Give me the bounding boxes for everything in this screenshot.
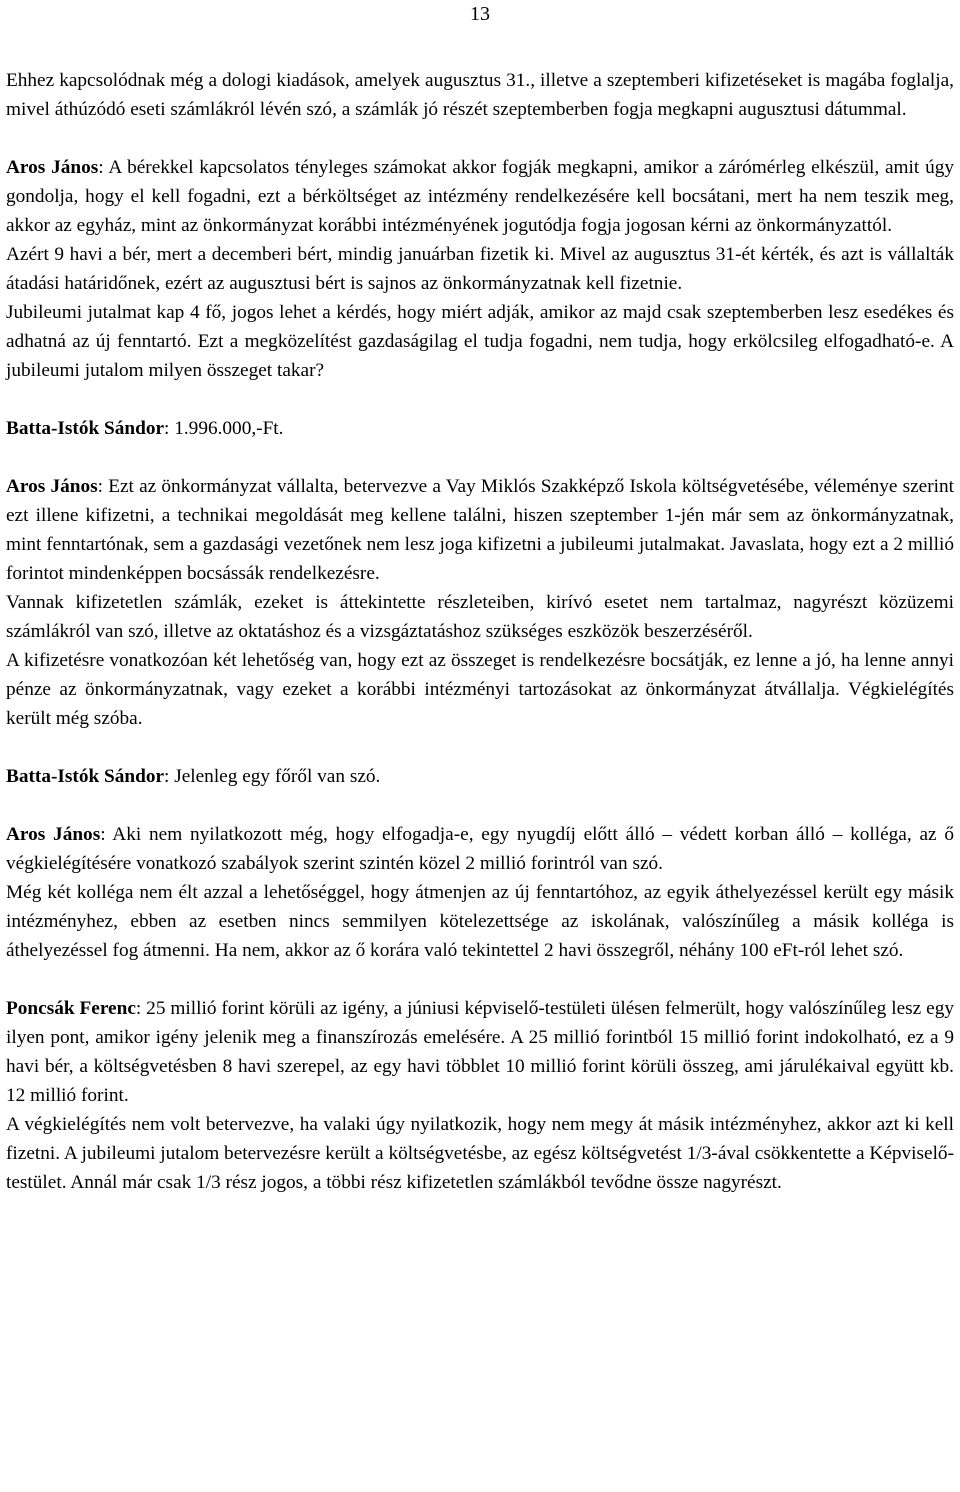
- speaker-paragraph: [6, 994, 954, 1110]
- paragraph-text: Ezt az önkormányzat vállalta, betervezve a Vay Miklós Szakképző Iskola költségvetésébe, véleménye szerint ezt illene kifizetni, a technikai megoldását meg kellene találni, hiszen szeptember 1-jén már sem az önkormányzatnak, mint fenntartónak, sem a gazdasági vezetőnek nem lesz joga kifizetni a jubileumi jutalmakat. Javaslata, hogy ezt a 2 millió forintot mindenképpen bocsássák rendelkezésre.: [6, 476, 955, 584]
- speaker-separator: :: [98, 157, 104, 178]
- paragraph: [6, 1110, 954, 1197]
- paragraph: [6, 298, 954, 385]
- paragraph-text: Azért 9 havi a bér, mert a decemberi bért, mindig januárban fizetik ki. Mivel az augusztus 31-ét kérték, és azt is vállalták átadási határidőnek, ezért az augusztusi bért is sajnos az önkormányzatnak kell fizetnie.: [6, 244, 954, 294]
- speaker-name: Aros János: [6, 476, 98, 497]
- speaker-name: Aros János: [6, 157, 99, 178]
- paragraph: [6, 240, 954, 298]
- document-body: [6, 66, 954, 1197]
- paragraph-text: A kifizetésre vonatkozóan két lehetőség van, hogy ezt az összeget is rendelkezésre bocsátják, ez lenne a jó, ha lenne annyi pénze az önkormányzatnak, vagy ezeket a korábbi intézményi tartozásokat az önkormányzat átvállalja. Végkielégítés került még szóba.: [6, 650, 954, 729]
- paragraph-text: Aki nem nyilatkozott még, hogy elfogadja-e, egy nyugdíj előtt álló – védett korban álló – kolléga, az ő végkielégítésére vonatkozó szabályok szerint szintén közel 2 millió forintról van szó.: [6, 824, 954, 874]
- paragraph-text: A bérekkel kapcsolatos tényleges számokat akkor fogják megkapni, amikor a zárómérleg elkészül, amit úgy gondolja, hogy el kell fogadni, ezt a bérköltséget az intézmény rendelkezésére kell bocsátani, mert ha nem teszik meg, akkor az egyház, mint az önkormányzat korábbi intézményének jogutódja fogja jogosan kérni az önkormányzattól.: [6, 157, 954, 236]
- speaker-paragraph: [6, 153, 954, 240]
- paragraph-text: Jelenleg egy főről van szó.: [169, 766, 381, 787]
- paragraph-text: Jubileumi jutalmat kap 4 fő, jogos lehet a kérdés, hogy miért adják, amikor az majd csak szeptemberben lesz esedékes és adhatná az új fenntartó. Ezt a megközelítést gazdaságilag el tudja fogadni, nem tudja, hogy erkölcsileg elfogadható-e. A jubileumi jutalom milyen összeget takar?: [6, 302, 954, 381]
- speaker-paragraph: [6, 820, 954, 878]
- speaker-name: Aros János: [6, 824, 101, 845]
- speaker-paragraph: [6, 414, 954, 443]
- paragraph: [6, 588, 954, 646]
- paragraph: [6, 878, 954, 965]
- speaker-separator: :: [100, 824, 106, 845]
- speaker-separator: :: [164, 766, 170, 787]
- speaker-paragraph: [6, 762, 954, 791]
- speaker-separator: :: [135, 998, 142, 1019]
- page-number: 13: [470, 3, 490, 25]
- paragraph-text: Ehhez kapcsolódnak még a dologi kiadások, amelyek augusztus 31., illetve a szeptemberi kifizetéseket is magába foglalja, mivel áthúzódó eseti számlákról lévén szó, a számlák jó részét szeptemberben fogja megkapni augusztusi dátummal.: [6, 70, 954, 120]
- speaker-separator: :: [97, 476, 103, 497]
- speaker-separator: :: [164, 418, 170, 439]
- paragraph-text: A végkielégítés nem volt betervezve, ha valaki úgy nyilatkozik, hogy nem megy át másik intézményhez, akkor azt ki kell fizetni. A jubileumi jutalom betervezésre került a költségvetésbe, az egész költségvetést 1/3-ával csökkentette a Képviselő-testület. Annál már csak 1/3 rész jogos, a többi rész kifizetetlen számlákból tevődne össze nagyrészt.: [6, 1114, 954, 1193]
- paragraph-text: 1.996.000,-Ft.: [169, 418, 284, 439]
- paragraph-text: Még két kolléga nem élt azzal a lehetőséggel, hogy átmenjen az új fenntartóhoz, az egyik áthelyezéssel került egy másik intézményhez, ebben az esetben nincs semmilyen kötelezettsége az iskolának, valószínűleg a másik kolléga is áthelyezéssel fog átmenni. Ha nem, akkor az ő korára való tekintettel 2 havi összegről, néhány 100 eFt-ról lehet szó.: [6, 882, 954, 961]
- speaker-paragraph: [6, 472, 954, 588]
- speaker-name: Batta-Istók Sándor: [6, 766, 165, 787]
- speaker-name: Batta-Istók Sándor: [6, 418, 165, 439]
- paragraph-text: 25 millió forint körüli az igény, a júniusi képviselő-testületi ülésen felmerült, hogy valószínűleg lesz egy ilyen pont, amikor igény jelenik meg a finanszírozás emelésére. A 25 millió forintból 15 millió forint indokolható, ez a 9 havi bér, a költségvetésben 8 havi szerepel, az egy havi többlet 10 millió forint körüli összeg, ami járulékaival együtt kb. 12 millió forint.: [6, 998, 954, 1106]
- paragraph: [6, 646, 954, 733]
- paragraph: [6, 66, 954, 124]
- speaker-name: Poncsák Ferenc: [6, 998, 136, 1019]
- paragraph-text: Vannak kifizetetlen számlák, ezeket is áttekintette részleteiben, kirívó esetet nem tartalmaz, nagyrészt közüzemi számlákról van szó, illetve az oktatáshoz és a vizsgáztatáshoz szükséges eszközök beszerzéséről.: [6, 592, 954, 642]
